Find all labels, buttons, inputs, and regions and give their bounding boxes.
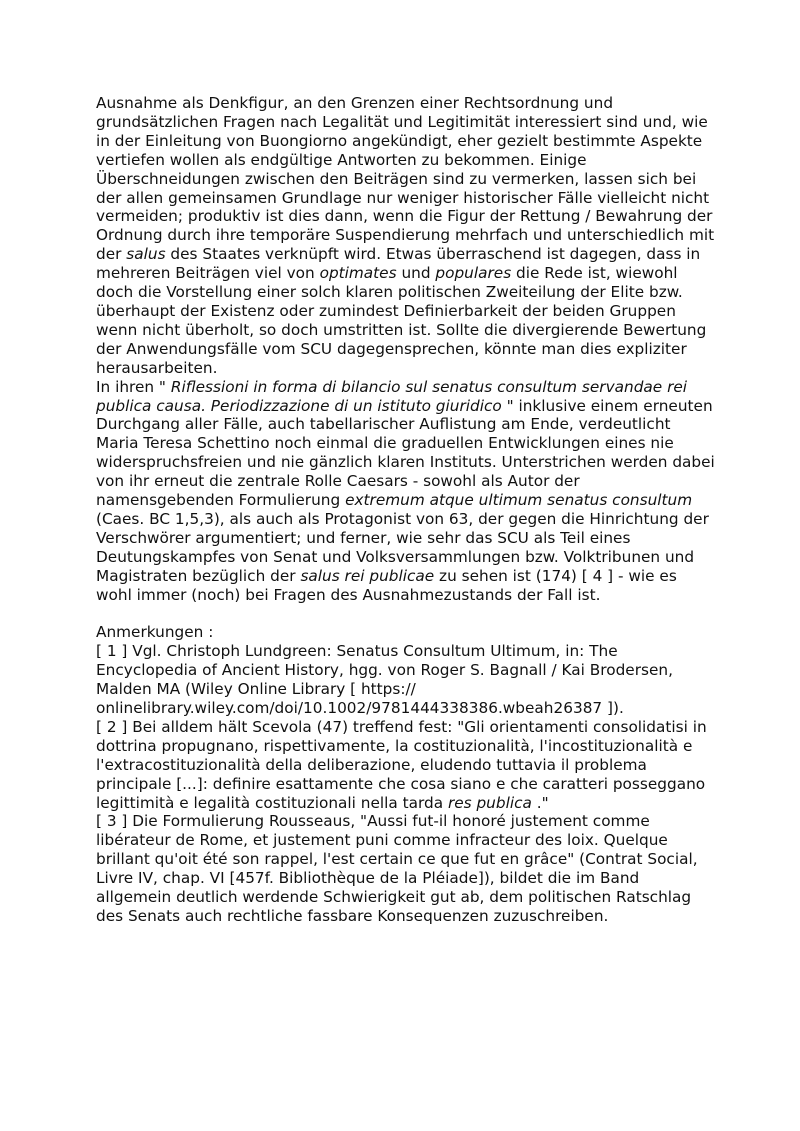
- footnote-3: [ 3 ] Die Formulierung Rousseaus, "Aussi fut-il honoré justement comme libérateur de Rome, et justement puni comme infracteur des loix. Quelque brillant qu'oit été son rappel, l'est certain ce que fut en grâce" (Contrat Social, Livre IV, chap. VI [457f. Bibliothèque de la Pléiade]), bildet die im Band allgemein deutlich werdende Schwierigkeit gut ab, dem politischen Ratschlag des Senats auch rechtliche fassbare Konsequenzen zuzuschreiben.: [96, 812, 698, 925]
- notes-heading: Anmerkungen :: [96, 623, 214, 642]
- footnote-1: [ 1 ] Vgl. Christoph Lundgreen: Senatus Consultum Ultimum, in: The Encyclopedia of Ancient History, hgg. von Roger S. Bagnall / Kai Brodersen, Malden MA (Wiley Online Library [ https:// onlinelibrary.wiley.com/doi/10.1002/9781444338386.wbeah26387 ]).: [96, 642, 673, 717]
- italic-text: res publica: [447, 793, 532, 812]
- italic-text: Riflessioni in forma di bilancio sul senatus consultum servandae rei publica causa. Periodizzazione di un istituto giuridico: [96, 377, 688, 415]
- italic-text: extremum atque ultimum senatus consultum: [345, 491, 693, 510]
- italic-text: salus rei publicae: [300, 566, 435, 585]
- italic-text: populares: [435, 264, 512, 283]
- italic-text: salus: [126, 245, 166, 264]
- body-paragraph-2: In ihren " Riflessioni in forma di bilancio sul senatus consultum servandae rei publica causa. Periodizzazione di un istituto giuridico " inklusive einem erneuten Durchgang aller Fälle, auch tabellarischer Auflistung am Ende, verdeutlicht Maria Teresa Schettino noch einmal die graduellen Entwicklungen eines nie widerspruchsfreien und nie gänzlich klaren Instituts. Unterstrichen werden dabei von ihr erneut die zentrale Rolle Caesars - sowohl als Autor der namensgebenden Formulierung extremum atque ultimum senatus consultum (Caes. BC 1,5,3), als auch als Protagonist von 63, der gegen die Hinrichtung der Verschwörer argumentiert; und ferner, wie sehr das SCU als Teil eines Deutungskampfes von Senat und Volksversammlungen bzw. Volktribunen und Magistraten bezüglich der salus rei publicae zu sehen ist (174) [ 4 ] - wie es wohl immer (noch) bei Fragen des Ausnahmezustands der Fall ist.: [96, 377, 715, 604]
- document-page: [96, 94, 716, 926]
- section-spacer: [96, 604, 716, 623]
- italic-text: optimates: [319, 264, 397, 283]
- body-paragraph-1: Ausnahme als Denkfigur, an den Grenzen einer Rechtsordnung und grundsätzlichen Fragen nach Legalität und Legitimität interessiert sind und, wie in der Einleitung von Buongiorno angekündigt, eher gezielt bestimmte Aspekte vertiefen wollen als endgültige Antworten zu bekommen. Einige Überschneidungen zwischen den Beiträgen sind zu vermerken, lassen sich bei der allen gemeinsamen Grundlage nur weniger historischer Fälle vielleicht nicht vermeiden; produktiv ist dies dann, wenn die Figur der Rettung / Bewahrung der Ordnung durch ihre temporäre Suspendierung mehrfach und unterschiedlich mit der salus des Staates verknüpft wird. Etwas überraschend ist dagegen, dass in mehreren Beiträgen viel von optimates und populares die Rede ist, wiewohl doch die Vorstellung einer solch klaren politischen Zweiteilung der Elite bzw. überhaupt der Existenz oder zumindest Definierbarkeit der beiden Gruppen wenn nicht überholt, so doch umstritten ist. Sollte die divergierende Bewertung der Anwendungsfälle vom SCU dagegensprechen, könnte man dies expliziter herausarbeiten.: [96, 94, 715, 377]
- footnote-2: [ 2 ] Bei alldem hält Scevola (47) treffend fest: "Gli orientamenti consolidatisi in dottrina propugnano, rispettivamente, la costituzionalità, l'incostituzionalità e l'extracostituzionalità della deliberazione, eludendo tuttavia il problema principale [...]: definire esattamente che cosa siano e che caratteri posseggano legittimità e legalità costituzionali nella tarda res publica .": [96, 717, 707, 812]
